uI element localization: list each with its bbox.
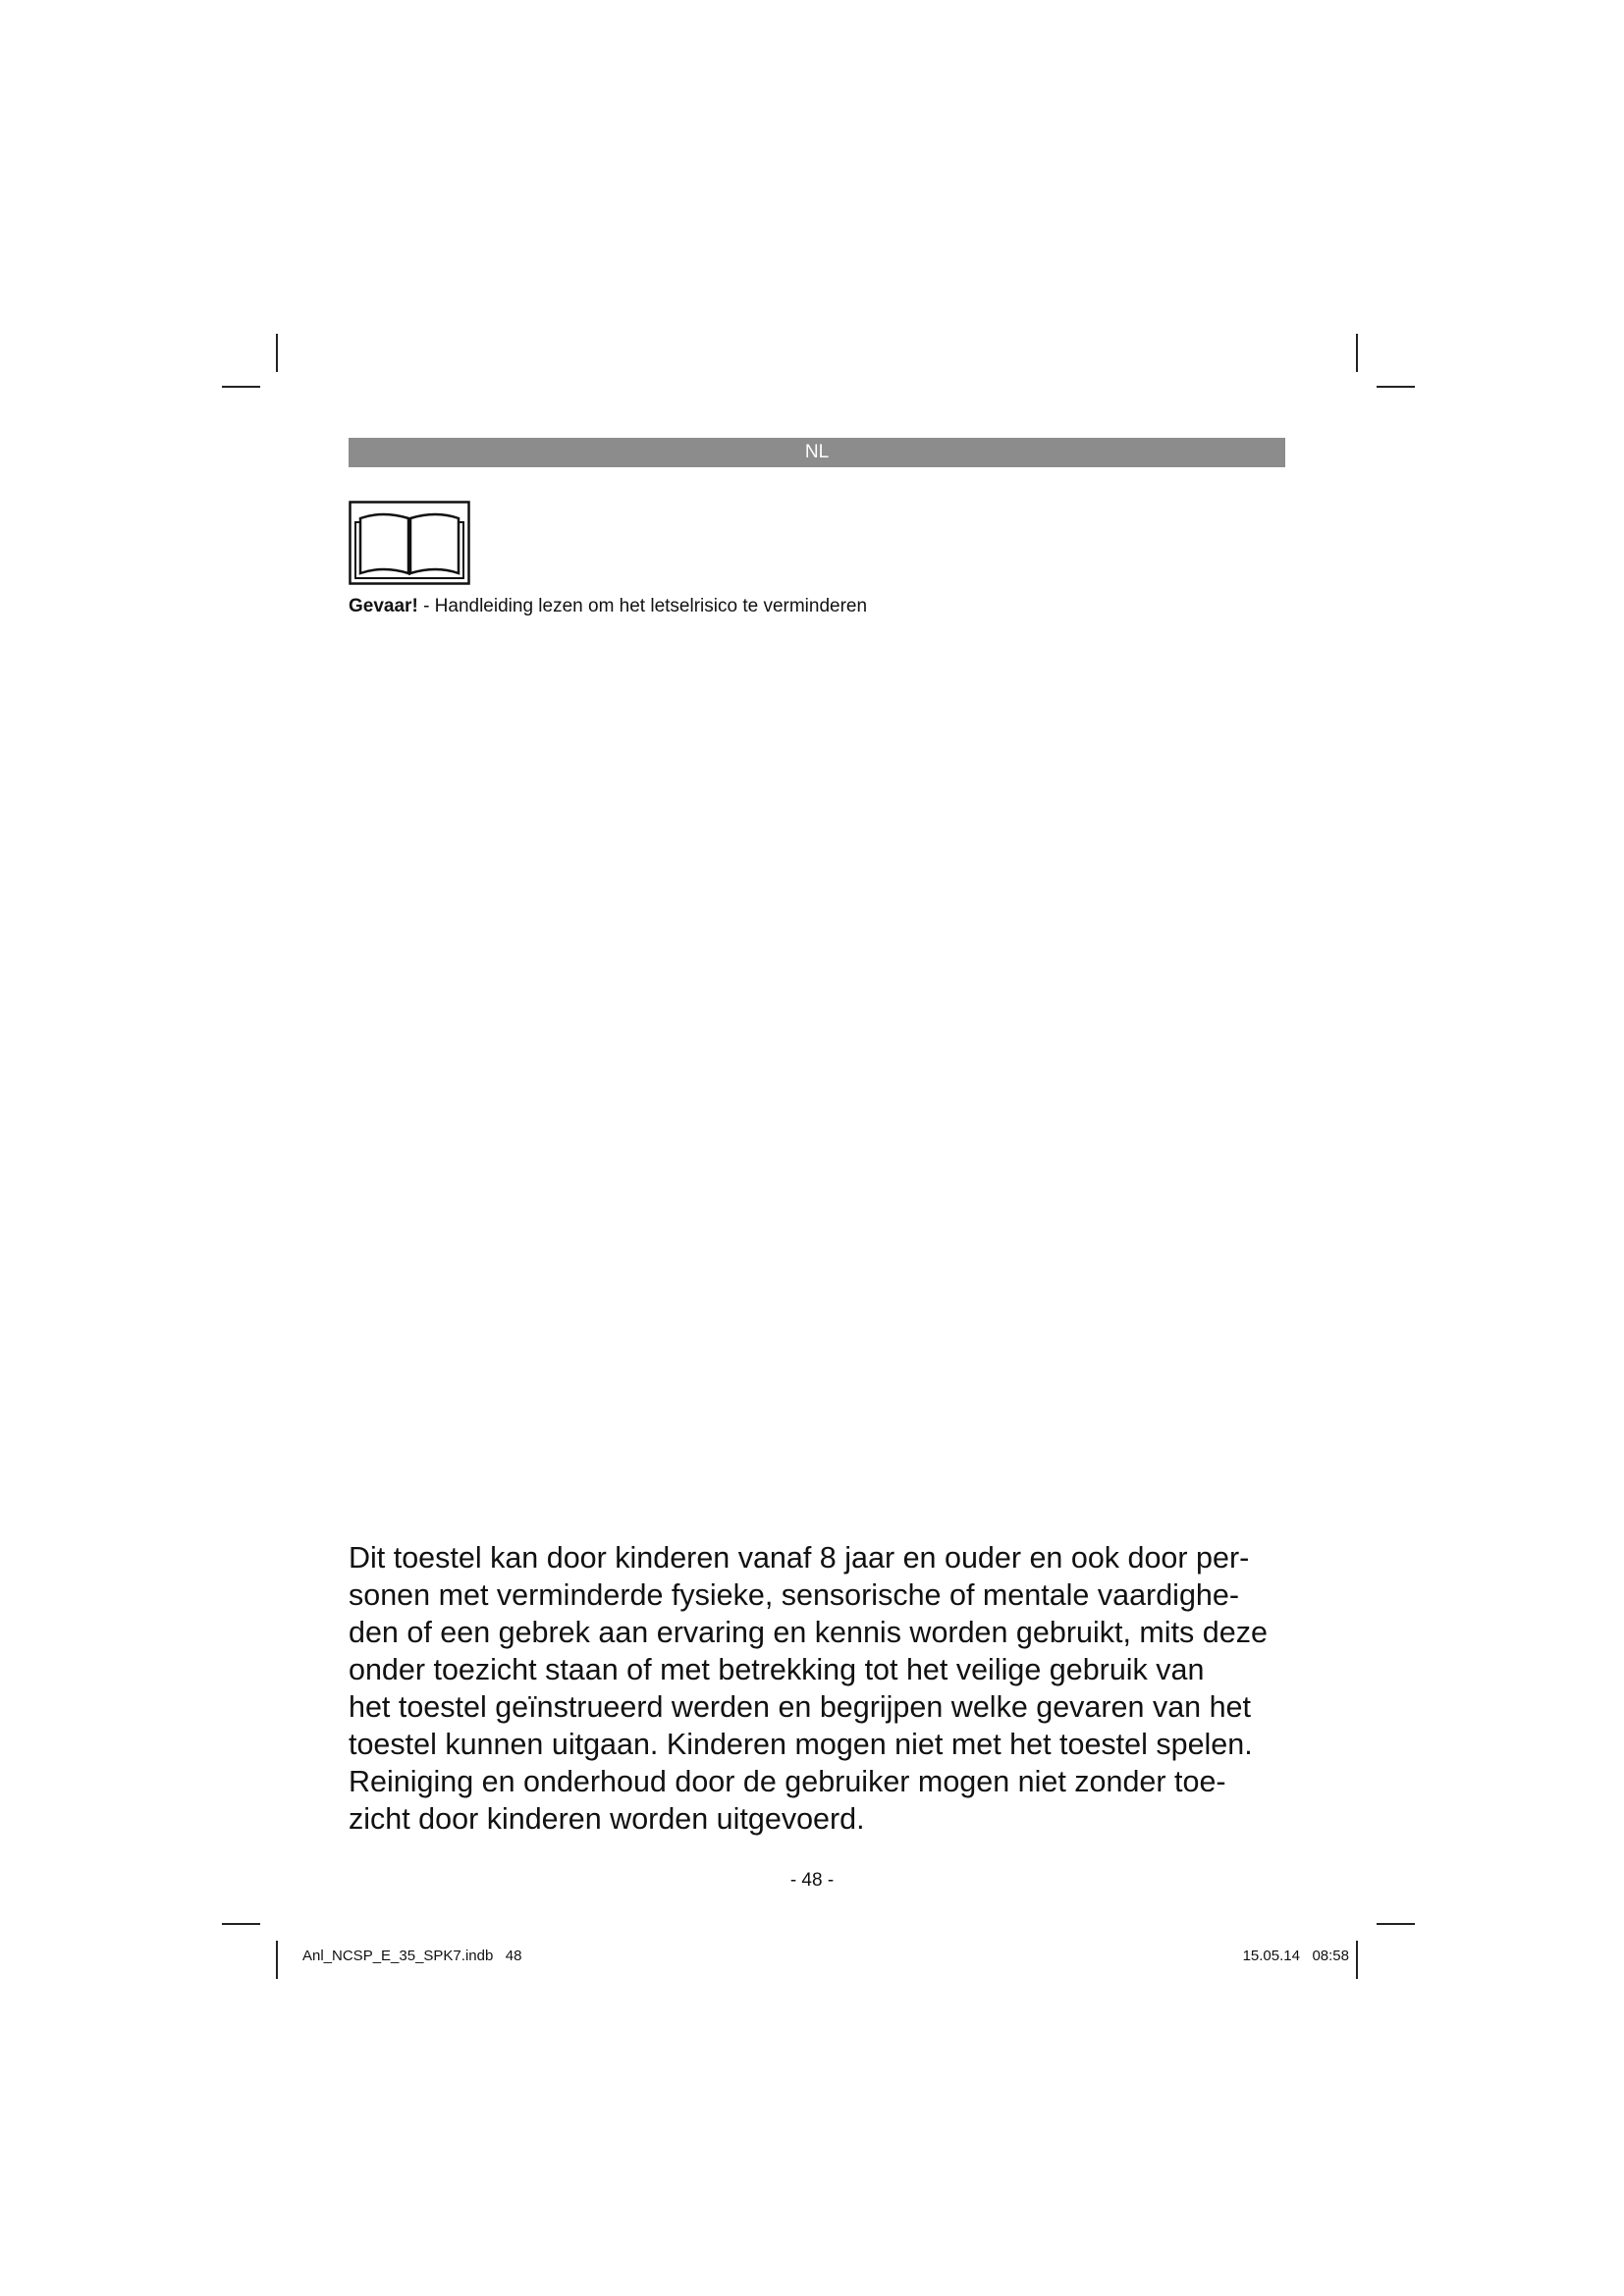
crop-mark-bottom-left-h bbox=[222, 1923, 260, 1925]
paragraph-line: Dit toestel kan door kinderen vanaf 8 jaar en ouder en ook door per- bbox=[349, 1541, 1250, 1575]
crop-mark-bottom-left-v bbox=[276, 1941, 278, 1979]
crop-mark-bottom-right-h bbox=[1377, 1923, 1415, 1925]
print-timestamp: 15.05.14 08:58 bbox=[1242, 1948, 1349, 1964]
paragraph-line: Reiniging en onderhoud door de gebruiker mogen niet zonder toe- bbox=[349, 1765, 1226, 1798]
crop-mark-top-right-h bbox=[1377, 386, 1415, 388]
language-header-bar: NL bbox=[349, 438, 1285, 467]
page-number: - 48 - bbox=[789, 1870, 835, 1891]
paragraph-line: den of een gebrek aan ervaring en kennis worden gebruikt, mits deze bbox=[349, 1616, 1268, 1649]
crop-mark-top-right-v bbox=[1356, 334, 1358, 372]
warning-text: - Handleiding lezen om het letselrisico te verminderen bbox=[423, 596, 868, 616]
paragraph-line: het toestel geïnstrueerd werden en begrijpen welke gevaren van het bbox=[349, 1690, 1251, 1724]
warning-label: Gevaar! bbox=[349, 596, 418, 616]
paragraph-line: sonen met verminderde fysieke, sensorische of mentale vaardighe- bbox=[349, 1578, 1239, 1612]
crop-mark-top-left-v bbox=[276, 334, 278, 372]
open-book-icon bbox=[349, 501, 470, 585]
warning-line bbox=[349, 596, 867, 617]
paragraph-line: zicht door kinderen worden uitgevoerd. bbox=[349, 1802, 865, 1836]
file-info: Anl_NCSP_E_35_SPK7.indb 48 bbox=[302, 1948, 522, 1964]
paragraph-line: toestel kunnen uitgaan. Kinderen mogen niet met het toestel spelen. bbox=[349, 1728, 1253, 1761]
crop-mark-top-left-h bbox=[222, 386, 260, 388]
paragraph-line: onder toezicht staan of met betrekking tot het veilige gebruik van bbox=[349, 1653, 1205, 1686]
crop-mark-bottom-right-v bbox=[1356, 1941, 1358, 1979]
safety-paragraph bbox=[349, 1539, 1291, 1838]
